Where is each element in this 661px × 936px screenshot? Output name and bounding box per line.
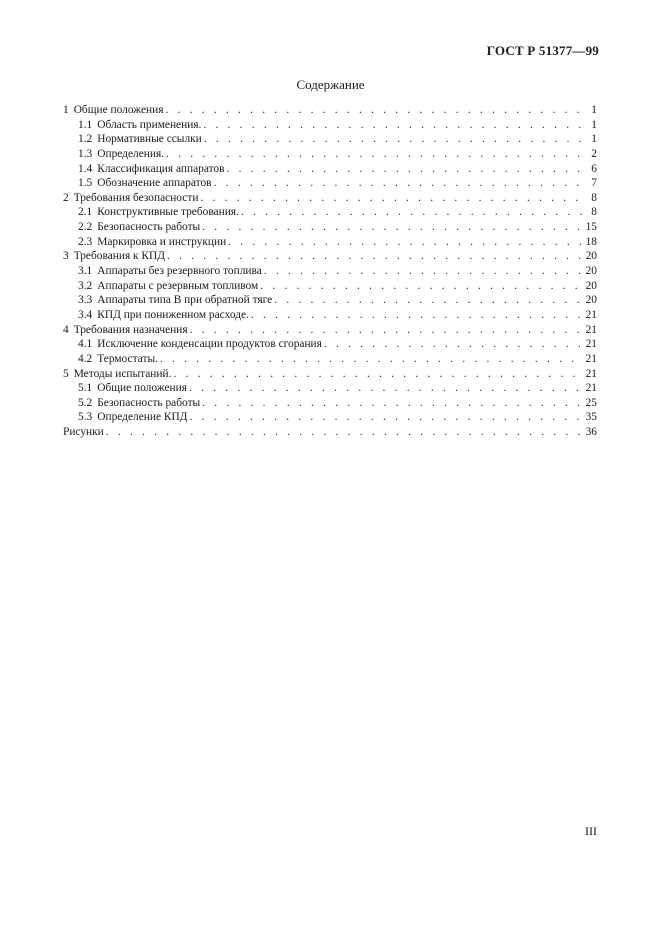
dot-leader xyxy=(214,176,585,191)
dot-leader xyxy=(264,264,584,279)
toc-entry-page: 20 xyxy=(585,279,597,292)
toc-entry[interactable] xyxy=(63,103,597,118)
table-of-contents xyxy=(63,103,597,440)
dot-leader xyxy=(324,337,584,352)
toc-entry-label xyxy=(78,410,187,425)
toc-entry-page: 2 xyxy=(591,147,597,160)
dot-leader xyxy=(260,279,583,294)
toc-entry[interactable] xyxy=(63,425,597,440)
toc-entry-page: 36 xyxy=(585,426,597,439)
toc-entry-title: Конструктивные требования. xyxy=(97,206,239,219)
toc-entry-title: Классификация аппаратов xyxy=(97,162,225,175)
toc-entry-page: 21 xyxy=(585,352,597,365)
toc-entry[interactable] xyxy=(63,205,597,220)
toc-entry-page: 8 xyxy=(591,191,597,204)
toc-entry[interactable] xyxy=(63,293,597,308)
toc-entry-number: 4 xyxy=(63,323,69,336)
toc-entry-page: 20 xyxy=(585,250,597,263)
toc-entry-number: 1.2 xyxy=(78,133,93,146)
dot-leader xyxy=(166,147,585,162)
toc-entry[interactable] xyxy=(63,323,597,338)
toc-entry[interactable] xyxy=(63,132,597,147)
toc-entry-title: Методы испытаний. xyxy=(73,367,172,380)
toc-entry-label xyxy=(78,352,158,367)
toc-entry-number: 1.4 xyxy=(78,162,93,175)
toc-entry-label xyxy=(78,396,200,411)
toc-entry-number: 4.2 xyxy=(78,352,93,365)
toc-entry-number: 2.1 xyxy=(78,206,93,219)
toc-entry[interactable] xyxy=(63,235,597,250)
toc-entry-page: 6 xyxy=(591,162,597,175)
toc-entry-page: 20 xyxy=(585,294,597,307)
toc-entry-number: 4.1 xyxy=(78,338,93,351)
dot-leader xyxy=(189,381,584,396)
toc-entry-title: Требования к КПД xyxy=(73,250,166,263)
toc-entry-page: 1 xyxy=(591,133,597,146)
toc-entry-label xyxy=(78,147,164,162)
toc-entry[interactable] xyxy=(63,410,597,425)
toc-entry-page: 25 xyxy=(585,396,597,409)
dot-leader xyxy=(190,323,584,338)
toc-entry-page: 21 xyxy=(585,338,597,351)
toc-entry-title: Определения. xyxy=(97,147,165,160)
toc-entry-number: 2 xyxy=(63,191,69,204)
toc-entry[interactable] xyxy=(63,176,597,191)
toc-entry-number: 3.4 xyxy=(78,308,93,321)
dot-leader xyxy=(202,220,583,235)
toc-entry-page: 8 xyxy=(591,206,597,219)
toc-entry-label xyxy=(63,425,104,440)
dot-leader xyxy=(251,308,584,323)
toc-entry-number: 5.3 xyxy=(78,411,93,424)
dot-leader xyxy=(226,162,585,177)
toc-entry-title: Термостаты. xyxy=(97,352,158,365)
dot-leader xyxy=(173,367,583,382)
toc-entry-title: Требования безопасности xyxy=(73,191,199,204)
toc-entry[interactable] xyxy=(63,147,597,162)
toc-entry-title: Безопасность работы xyxy=(97,396,201,409)
toc-entry-page: 21 xyxy=(585,367,597,380)
toc-entry-number: 1 xyxy=(63,104,69,116)
toc-entry-label xyxy=(78,264,262,279)
toc-entry-number: 5 xyxy=(63,367,69,380)
toc-entry-page: 1 xyxy=(591,118,597,131)
toc-entry[interactable] xyxy=(63,220,597,235)
toc-entry-page: 21 xyxy=(585,308,597,321)
toc-entry-title: Определение КПД xyxy=(97,411,188,424)
toc-entry[interactable] xyxy=(63,396,597,411)
toc-entry-page: 20 xyxy=(585,265,597,278)
toc-entry-label xyxy=(78,235,226,250)
toc-entry-title: Область применения. xyxy=(97,118,202,131)
toc-entry-label xyxy=(78,337,322,352)
toc-entry-number: 5.1 xyxy=(78,382,93,395)
toc-entry-label xyxy=(63,191,198,206)
toc-entry-number: 1.1 xyxy=(78,118,93,131)
toc-entry-page: 1 xyxy=(591,104,597,116)
dot-leader xyxy=(274,293,583,308)
toc-entry-number: 1.3 xyxy=(78,147,93,160)
toc-entry-title: Маркировка и инструкции xyxy=(97,235,227,248)
toc-entry[interactable] xyxy=(63,337,597,352)
toc-entry-label xyxy=(78,132,202,147)
toc-entry[interactable] xyxy=(63,264,597,279)
toc-entry-title: Общие положения xyxy=(97,382,187,395)
dot-leader xyxy=(160,352,584,367)
toc-entry[interactable] xyxy=(63,367,597,382)
page-number: III xyxy=(585,824,597,838)
toc-entry[interactable] xyxy=(63,162,597,177)
toc-entry-page: 21 xyxy=(585,382,597,395)
toc-entry-title: Аппараты без резервного топлива xyxy=(97,265,262,278)
dot-leader xyxy=(241,205,585,220)
toc-entry-number: 3.3 xyxy=(78,294,93,307)
toc-entry-label xyxy=(78,220,200,235)
toc-entry[interactable] xyxy=(63,118,597,133)
toc-entry-title: КПД при пониженном расходе. xyxy=(97,308,249,321)
toc-entry-page: 21 xyxy=(585,323,597,336)
toc-entry-label xyxy=(63,103,163,118)
toc-entry-label xyxy=(78,118,201,133)
toc-entry-label xyxy=(78,162,224,177)
dot-leader xyxy=(167,249,584,264)
toc-entry-title: Безопасность работы xyxy=(97,221,201,234)
toc-entry[interactable] xyxy=(63,352,597,367)
toc-entry-number: 3.2 xyxy=(78,279,93,292)
toc-entry[interactable] xyxy=(63,381,597,396)
toc-entry[interactable] xyxy=(63,249,597,264)
dot-leader xyxy=(203,118,585,133)
dot-leader xyxy=(204,132,585,147)
toc-entry-number: 3.1 xyxy=(78,265,93,278)
toc-entry-title: Аппараты типа В при обратной тяге xyxy=(97,294,273,307)
standard-designation: ГОСТ Р 51377—99 xyxy=(486,43,599,58)
toc-entry-label xyxy=(63,367,171,382)
toc-entry[interactable] xyxy=(63,191,597,206)
toc-entry-page: 35 xyxy=(585,411,597,424)
toc-entry-number: 2.2 xyxy=(78,221,93,234)
toc-entry-title: Аппараты с резервным топливом xyxy=(97,279,259,292)
toc-entry-title: Обозначение аппаратов xyxy=(97,177,212,190)
toc-entry-title: Рисунки xyxy=(63,426,104,439)
dot-leader xyxy=(202,396,583,411)
toc-entry-number: 1.5 xyxy=(78,177,93,190)
toc-entry-label xyxy=(63,323,188,338)
toc-entry-label xyxy=(78,205,239,220)
toc-entry-title: Общие положения xyxy=(73,104,164,116)
toc-entry[interactable] xyxy=(63,308,597,323)
dot-leader xyxy=(106,425,584,440)
toc-entry-label xyxy=(78,279,258,294)
toc-entry[interactable] xyxy=(63,279,597,294)
toc-entry-label xyxy=(78,176,212,191)
toc-title: Содержание xyxy=(296,77,365,92)
dot-leader xyxy=(228,235,583,250)
toc-entry-label xyxy=(78,381,187,396)
toc-entry-number: 2.3 xyxy=(78,235,93,248)
toc-entry-title: Исключение конденсации продуктов сгорания xyxy=(97,338,322,351)
toc-entry-title: Требования назначения xyxy=(73,323,188,336)
toc-entry-label xyxy=(63,249,165,264)
toc-entry-page: 7 xyxy=(591,177,597,190)
dot-leader xyxy=(165,103,585,118)
toc-entry-number: 3 xyxy=(63,250,69,263)
toc-entry-page: 15 xyxy=(585,221,597,234)
toc-entry-label xyxy=(78,308,249,323)
dot-leader xyxy=(189,410,583,425)
toc-entry-number: 5.2 xyxy=(78,396,93,409)
toc-entry-label xyxy=(78,293,272,308)
toc-entry-page: 18 xyxy=(585,235,597,248)
toc-entry-title: Нормативные ссылки xyxy=(97,133,202,146)
dot-leader xyxy=(200,191,585,206)
